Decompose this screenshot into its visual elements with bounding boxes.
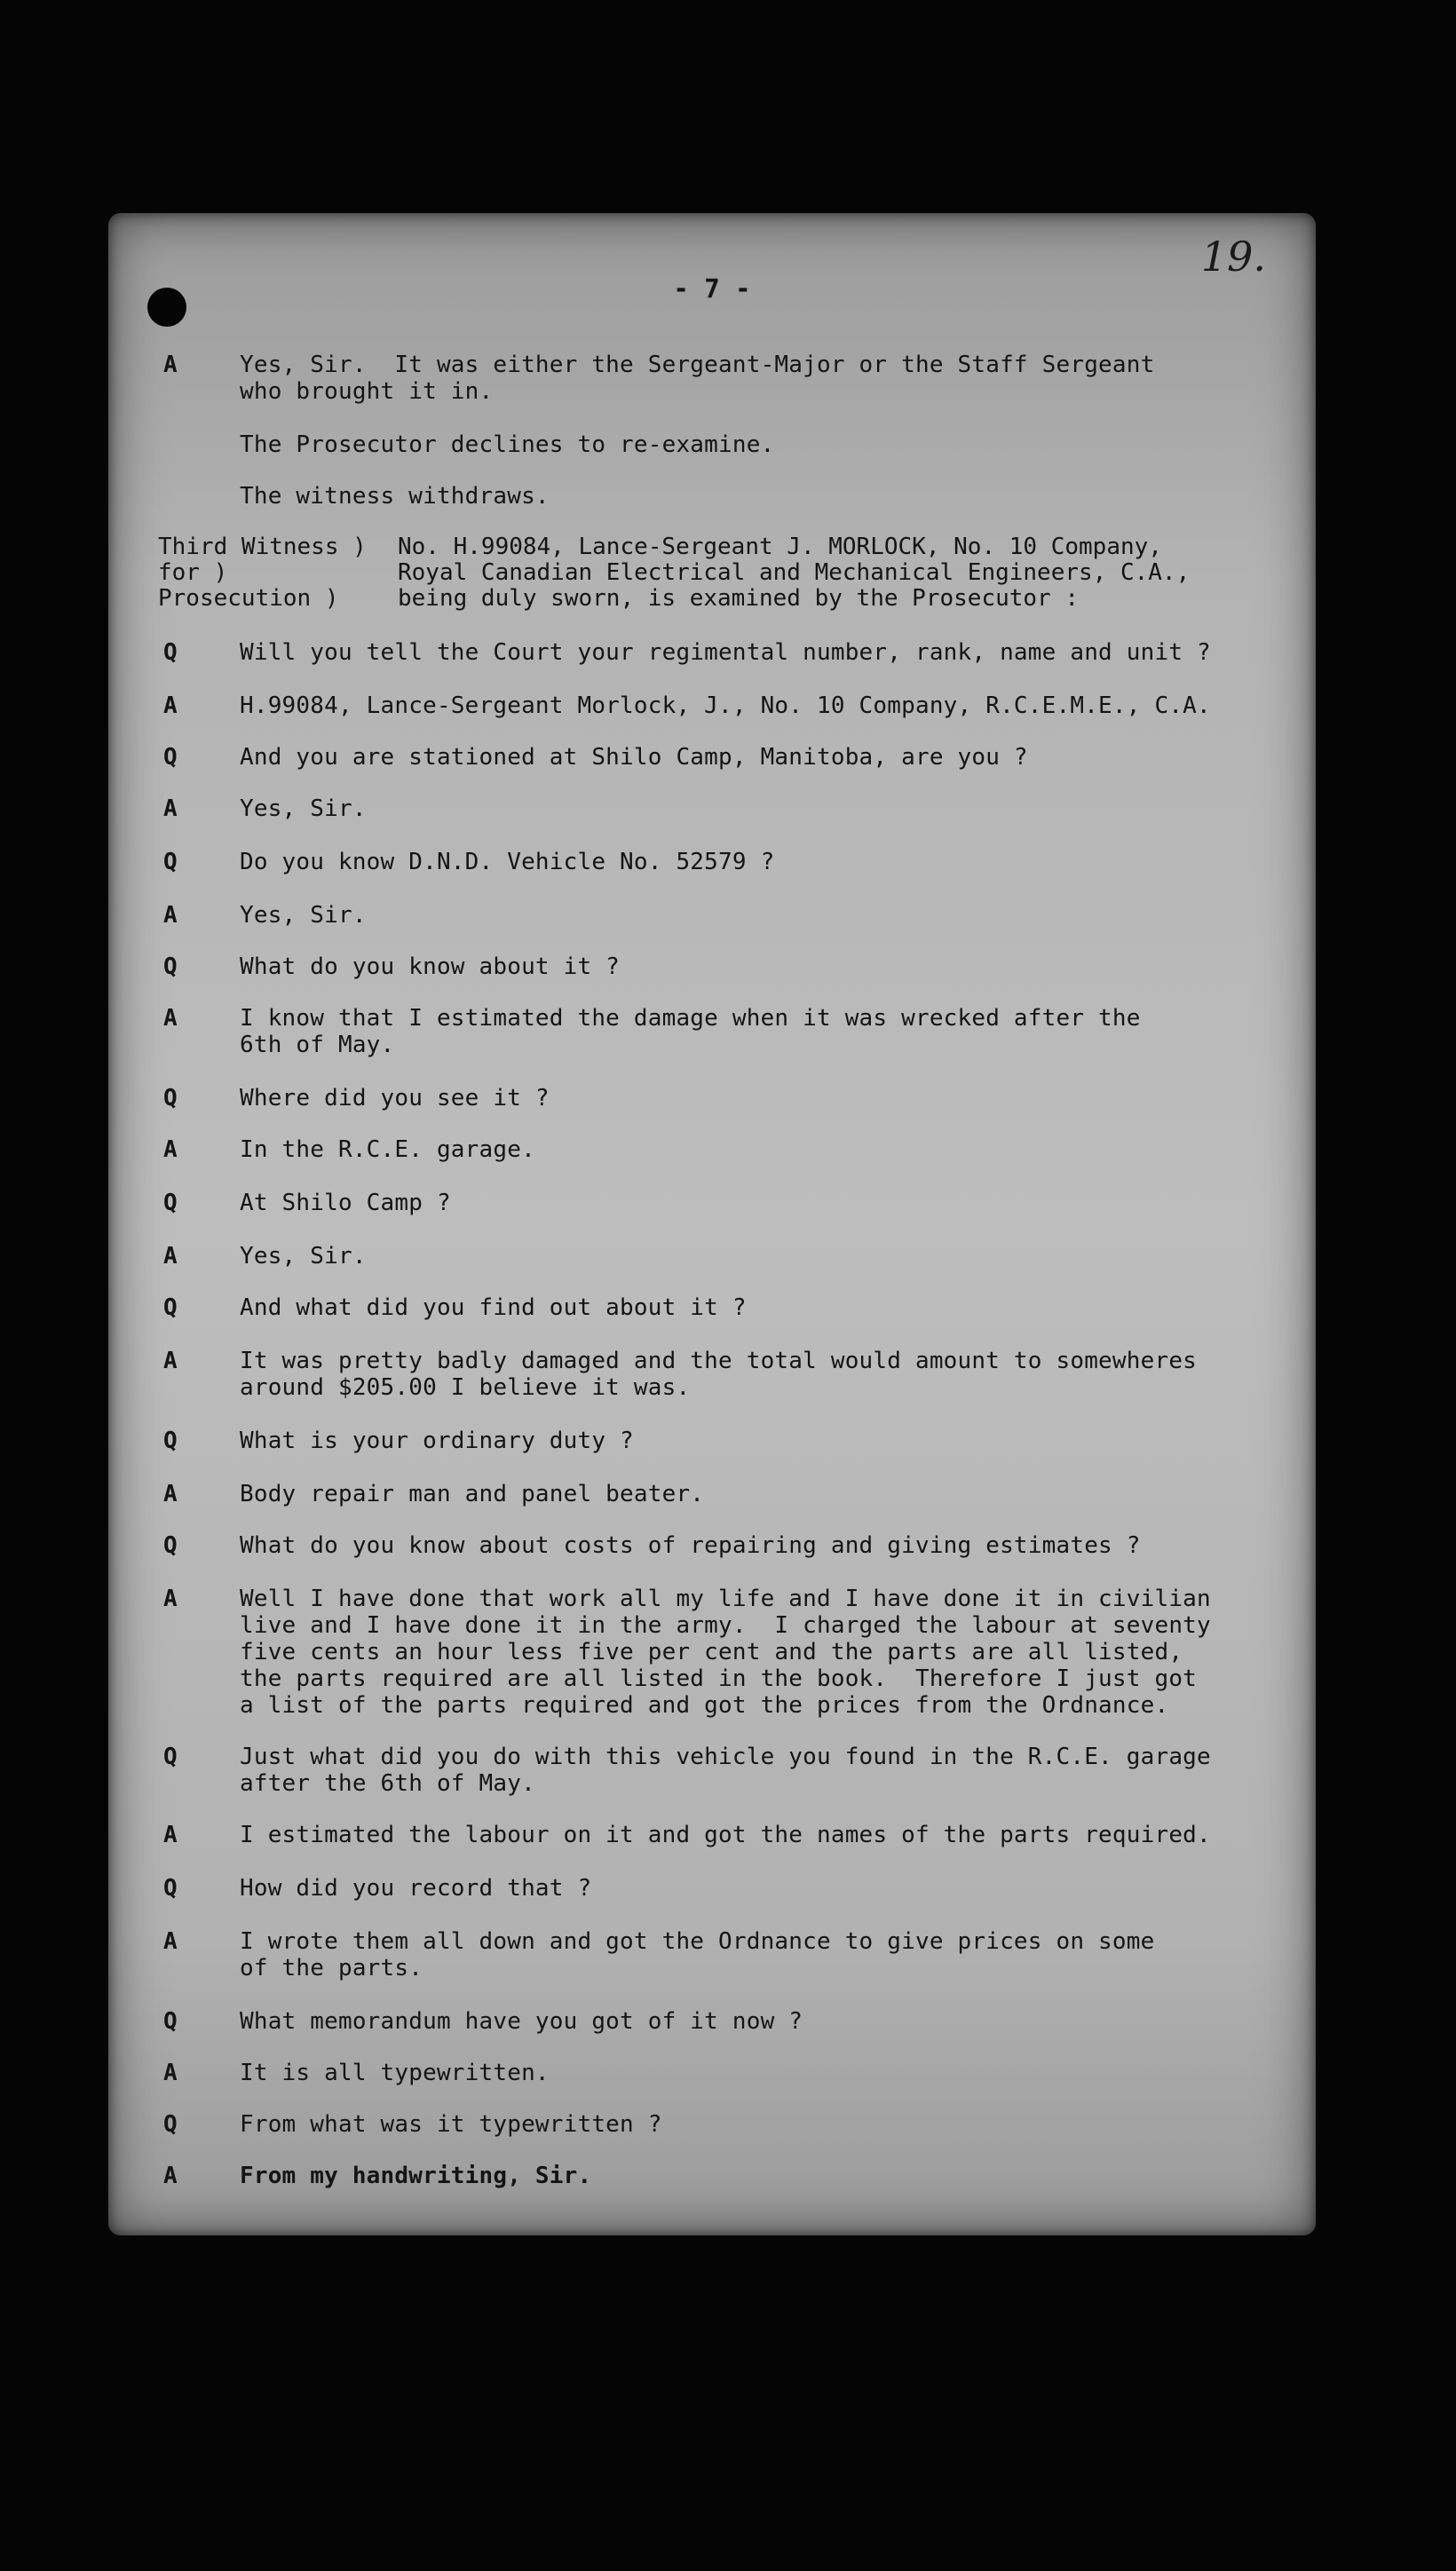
- speaker-label: Q: [163, 1085, 178, 1111]
- speaker-label: Q: [163, 953, 178, 980]
- speaker-label: A: [163, 1243, 178, 1270]
- speaker-label: A: [163, 1928, 178, 1955]
- witness-heading-text: No. H.99084, Lance-Sergeant J. MORLOCK, No. 10 Company, Royal Canadian Electrical and Mechanical Engineers, C.A., being duly sworn, is examined by the Prosecutor :: [398, 534, 1191, 612]
- speaker-label: A: [163, 2060, 178, 2086]
- entry-text: What do you know about it ?: [240, 953, 621, 980]
- handwritten-folio-number: 19.: [1200, 233, 1266, 281]
- entry-text: Body repair man and panel beater.: [240, 1481, 705, 1507]
- speaker-label: Q: [163, 1744, 178, 1770]
- entry-text: What memorandum have you got of it now ?: [240, 2008, 803, 2035]
- entry-text: What do you know about costs of repairing and giving estimates ?: [240, 1532, 1141, 1559]
- entry-text: And you are stationed at Shilo Camp, Manitoba, are you ?: [240, 744, 1028, 771]
- speaker-label: Q: [163, 1532, 178, 1559]
- document-page: [108, 213, 1316, 2235]
- speaker-label: A: [163, 352, 178, 378]
- entry-text: From what was it typewritten ?: [240, 2111, 662, 2138]
- speaker-label: Q: [163, 1875, 178, 1902]
- entry-text: It was pretty badly damaged and the total would amount to somewheres around $205.00 I believe it was.: [240, 1348, 1198, 1401]
- entry-text: Yes, Sir.: [240, 1243, 367, 1270]
- entry-text: And what did you find out about it ?: [240, 1294, 747, 1321]
- speaker-label: A: [163, 1586, 178, 1612]
- entry-text: Where did you see it ?: [240, 1085, 550, 1111]
- entry-text: Well I have done that work all my life and I have done it in civilian live and I have done it in the army. I charged the labour at seventy five cents an hour less five per cent and the parts are all listed, the parts required are all listed in the book. Therefore I just got a list of the parts required and got the prices from the Ordnance.: [240, 1586, 1211, 1719]
- speaker-label: A: [163, 2163, 178, 2189]
- speaker-label: A: [163, 795, 178, 822]
- witness-heading-label: Third Witness ) for ) Prosecution ): [158, 534, 367, 612]
- speaker-label: A: [163, 902, 178, 929]
- speaker-label: A: [163, 1005, 178, 1032]
- speaker-label: Q: [163, 639, 178, 666]
- entry-text: From my handwriting, Sir.: [240, 2163, 592, 2189]
- speaker-label: A: [163, 1481, 178, 1507]
- entry-text: Will you tell the Court your regimental number, rank, name and unit ?: [240, 639, 1211, 666]
- speaker-label: Q: [163, 849, 178, 875]
- entry-text: What is your ordinary duty ?: [240, 1428, 634, 1454]
- page-number: - 7 -: [673, 273, 751, 304]
- entry-text: Just what did you do with this vehicle you found in the R.C.E. garage after the 6th of May.: [240, 1744, 1211, 1797]
- entry-text: Yes, Sir.: [240, 795, 367, 822]
- speaker-label: A: [163, 1136, 178, 1163]
- speaker-label: A: [163, 1348, 178, 1374]
- entry-text: H.99084, Lance-Sergeant Morlock, J., No. 10 Company, R.C.E.M.E., C.A.: [240, 692, 1211, 719]
- entry-text: I estimated the labour on it and got the names of the parts required.: [240, 1822, 1211, 1848]
- speaker-label: Q: [163, 1190, 178, 1216]
- entry-text: The witness withdraws.: [240, 483, 550, 510]
- entry-text: Yes, Sir. It was either the Sergeant-Major or the Staff Sergeant who brought it in.: [240, 352, 1155, 405]
- speaker-label: Q: [163, 744, 178, 771]
- entry-text: It is all typewritten.: [240, 2060, 550, 2086]
- entry-text: In the R.C.E. garage.: [240, 1136, 535, 1163]
- speaker-label: A: [163, 692, 178, 719]
- entry-text: How did you record that ?: [240, 1875, 592, 1902]
- speaker-label: Q: [163, 1428, 178, 1454]
- entry-text: I know that I estimated the damage when it was wrecked after the 6th of May.: [240, 1005, 1141, 1058]
- entry-text: Yes, Sir.: [240, 902, 367, 929]
- entry-text: I wrote them all down and got the Ordnance to give prices on some of the parts.: [240, 1928, 1155, 1982]
- speaker-label: Q: [163, 2008, 178, 2035]
- entry-text: Do you know D.N.D. Vehicle No. 52579 ?: [240, 849, 775, 875]
- speaker-label: A: [163, 1822, 178, 1848]
- speaker-label: Q: [163, 2111, 178, 2138]
- entry-text: The Prosecutor declines to re-examine.: [240, 431, 775, 458]
- entry-text: At Shilo Camp ?: [240, 1190, 451, 1216]
- speaker-label: Q: [163, 1294, 178, 1321]
